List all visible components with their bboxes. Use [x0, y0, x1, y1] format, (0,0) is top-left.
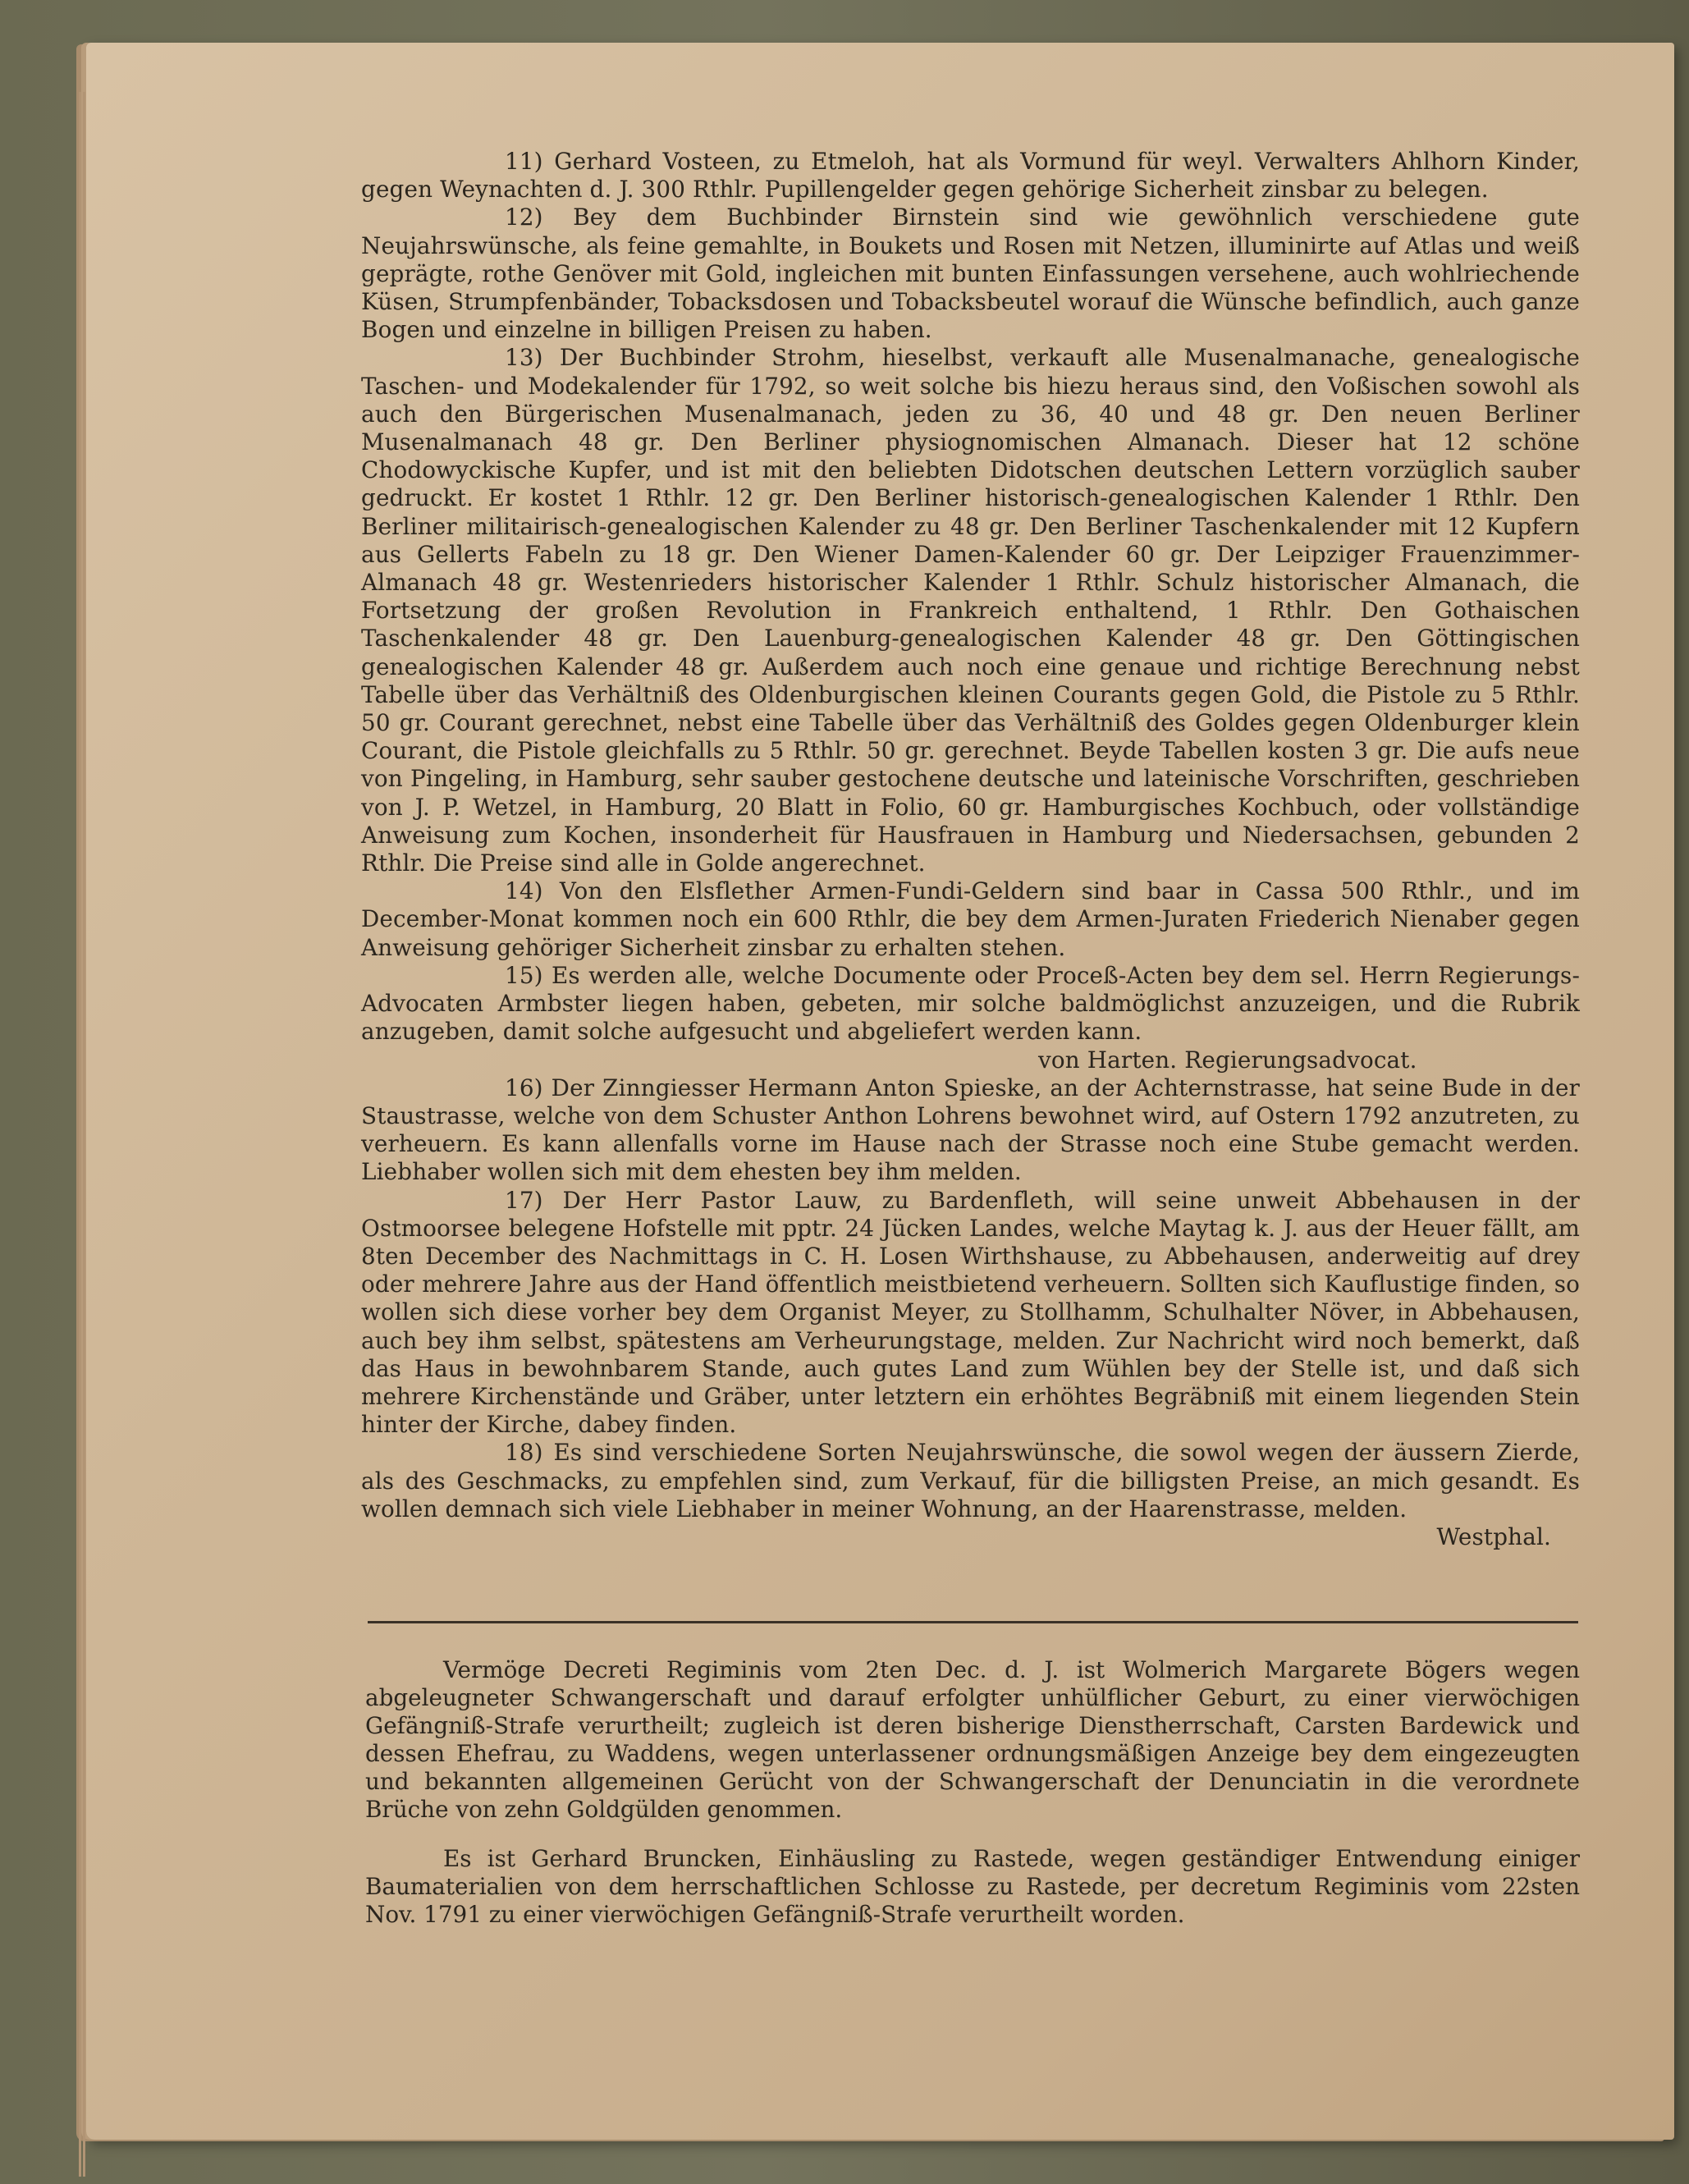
notice-18-text: 18) Es sind verschiedene Sorten Neujahrswünsche, die sowol wegen der äussern Zierde, als des Geschmacks, zu empfehlen sind, zum Verkauf, für die billigsten Preise, an mich gesandt. Es wollen demnach sich viele Liebhaber in meiner Wohnung, an der Haarenstrasse, melden.	[361, 1439, 1580, 1522]
notice-18	[361, 1439, 1580, 1550]
page-edge	[83, 92, 85, 2177]
notice-13: 13) Der Buchbinder Strohm, hieselbst, verkauft alle Musenalmanache, genealogische Taschen- und Modekalender für 1792, so weit solche bis hiezu heraus sind, den Voßischen sowohl als auch den Bürgerischen Musenalmanach, jeden zu 36, 40 und 48 gr. Den neuen Berliner Musenalmanach 48 gr. Den Berliner physiognomischen Almanach. Dieser hat 12 schöne Chodowyckische Kupfer, und ist mit den beliebten Didotschen deutschen Lettern vorzüglich sauber gedruckt. Er kostet 1 Rthlr. 12 gr. Den Berliner historisch-genealogischen Kalender 1 Rthlr. Den Berliner militairisch-genealogischen Kalender zu 48 gr. Den Berliner Taschenkalender mit 12 Kupfern aus Gellerts Fabeln zu 18 gr. Den Wiener Damen-Kalender 60 gr. Der Leipziger Frauenzimmer-Almanach 48 gr. Westenrieders historischer Kalender 1 Rthlr. Schulz historischer Almanach, die Fortsetzung der großen Revolution in Frankreich enthaltend, 1 Rthlr. Den Gothaischen Taschenkalender 48 gr. Den Lauenburg-genealogischen Kalender 48 gr. Den Göttingischen genealogischen Kalender 48 gr. Außerdem auch noch eine genaue und richtige Berechnung nebst Tabelle über das Verhältniß des Oldenburgischen kleinen Courants gegen Gold, die Pistole zu 5 Rthlr. 50 gr. Courant gerechnet, nebst eine Tabelle über das Verhältniß des Goldes gegen Oldenburger klein Courant, die Pistole gleichfalls zu 5 Rthlr. 50 gr. gerechnet. Beyde Tabellen kosten 3 gr. Die aufs neue von Pingeling, in Hamburg, sehr sauber gestochene deutsche und lateinische Vorschriften, geschrieben von J. P. Wetzel, in Hamburg, 20 Blatt in Folio, 60 gr. Hamburgisches Kochbuch, oder vollständige Anweisung zum Kochen, insonderheit für Hausfrauen in Hamburg und Niedersachsen, gebunden 2 Rthlr. Die Preise sind alle in Golde angerechnet.	[361, 344, 1580, 877]
notice-12: 12) Bey dem Buchbinder Birnstein sind wie gewöhnlich verschiedene gute Neujahrswünsche, als feine gemahlte, in Boukets und Rosen mit Netzen, illuminirte auf Atlas und weiß geprägte, rothe Genöver mit Gold, ingleichen mit bunten Einfassungen versehene, auch wohlriechende Küsen, Strumpfenbänder, Tobacksdosen und Tobacksbeutel worauf die Wünsche befindlich, auch ganze Bogen und einzelne in billigen Preisen zu haben.	[361, 204, 1580, 344]
signature-15: von Harten. Regierungsadvocat.	[1038, 1046, 1417, 1074]
decree-1: Vermöge Decreti Regiminis vom 2ten Dec. d. J. ist Wolmerich Margarete Bögers wegen abgeleugneter Schwangerschaft und darauf erfolgter unhülflicher Geburt, zu einer vierwöchigen Gefängniß-Strafe verurtheilt; zugleich ist deren bisherige Dienstherrschaft, Carsten Bardewick und dessen Ehefrau, zu Waddens, wegen unterlassener ordnungsmäßigen Anzeige bey dem eingezeugten und bekannten allgemeinen Gerücht von der Schwangerschaft der Denunciatin in die verordnete Brüche von zehn Goldgülden genommen.	[365, 1656, 1580, 1823]
notices-section	[361, 148, 1580, 1551]
section-divider	[368, 1621, 1578, 1623]
notice-11: 11) Gerhard Vosteen, zu Etmeloh, hat als Vormund für weyl. Verwalters Ahlhorn Kinder, gegen Weynachten d. J. 300 Rthlr. Pupillengelder gegen gehörige Sicherheit zinsbar zu belegen.	[361, 148, 1580, 204]
decree-2: Es ist Gerhard Bruncken, Einhäusling zu Rastede, wegen geständiger Entwendung einiger Baumaterialien von dem herrschaftlichen Schlosse zu Rastede, per decretum Regiminis vom 22sten Nov. 1791 zu einer vierwöchigen Gefängniß-Strafe verurtheilt worden.	[365, 1845, 1580, 1928]
notice-15: 15) Es werden alle, welche Documente oder Proceß-Acten bey dem sel. Herrn Regierungs-Advocaten Armbster liegen haben, gebeten, mir solche baldmöglichst anzuzeigen, und die Rubrik anzugeben, damit solche aufgesucht und abgeliefert werden kann.	[361, 961, 1580, 1046]
decrees-section	[365, 1656, 1580, 1950]
page-edge	[79, 92, 81, 2177]
notice-16: 16) Der Zinngiesser Hermann Anton Spieske, an der Achternstrasse, hat seine Bude in der Staustrasse, welche von dem Schuster Anthon Lohrens bewohnet wird, auf Ostern 1792 anzutreten, zu verheuern. Es kann allenfalls vorne im Hause nach der Strasse noch eine Stube gemacht werden. Liebhaber wollen sich mit dem ehesten bey ihm melden.	[361, 1074, 1580, 1186]
notice-17: 17) Der Herr Pastor Lauw, zu Bardenfleth, will seine unweit Abbehausen in der Ostmoorsee belegene Hofstelle mit pptr. 24 Jücken Landes, welche Maytag k. J. aus der Heuer fällt, am 8ten December des Nachmittags in C. H. Losen Wirthshause, zu Abbehausen, anderweitig auf drey oder mehrere Jahre aus der Hand öffentlich meistbietend verheuern. Sollten sich Kauflustige finden, so wollen sich diese vorher bey dem Organist Meyer, zu Stollhamm, Schulhalter Növer, in Abbehausen, auch bey ihm selbst, spätestens am Verheurungstage, melden. Zur Nachricht wird noch bemerkt, daß das Haus in bewohnbarem Stande, auch gutes Land zum Wühlen bey der Stelle ist, und daß sich mehrere Kirchenstände und Gräber, unter letztern ein erhöhtes Begräbniß mit einem liegenden Stein hinter der Kirche, dabey finden.	[361, 1186, 1580, 1439]
notice-14: 14) Von den Elsflether Armen-Fundi-Geldern sind baar in Cassa 500 Rthlr., und im December-Monat kommen noch ein 600 Rthlr, die bey dem Armen-Juraten Friederich Nienaber gegen Anweisung gehöriger Sicherheit zinsbar zu erhalten stehen.	[361, 877, 1580, 961]
signature-18: Westphal.	[1436, 1522, 1551, 1550]
